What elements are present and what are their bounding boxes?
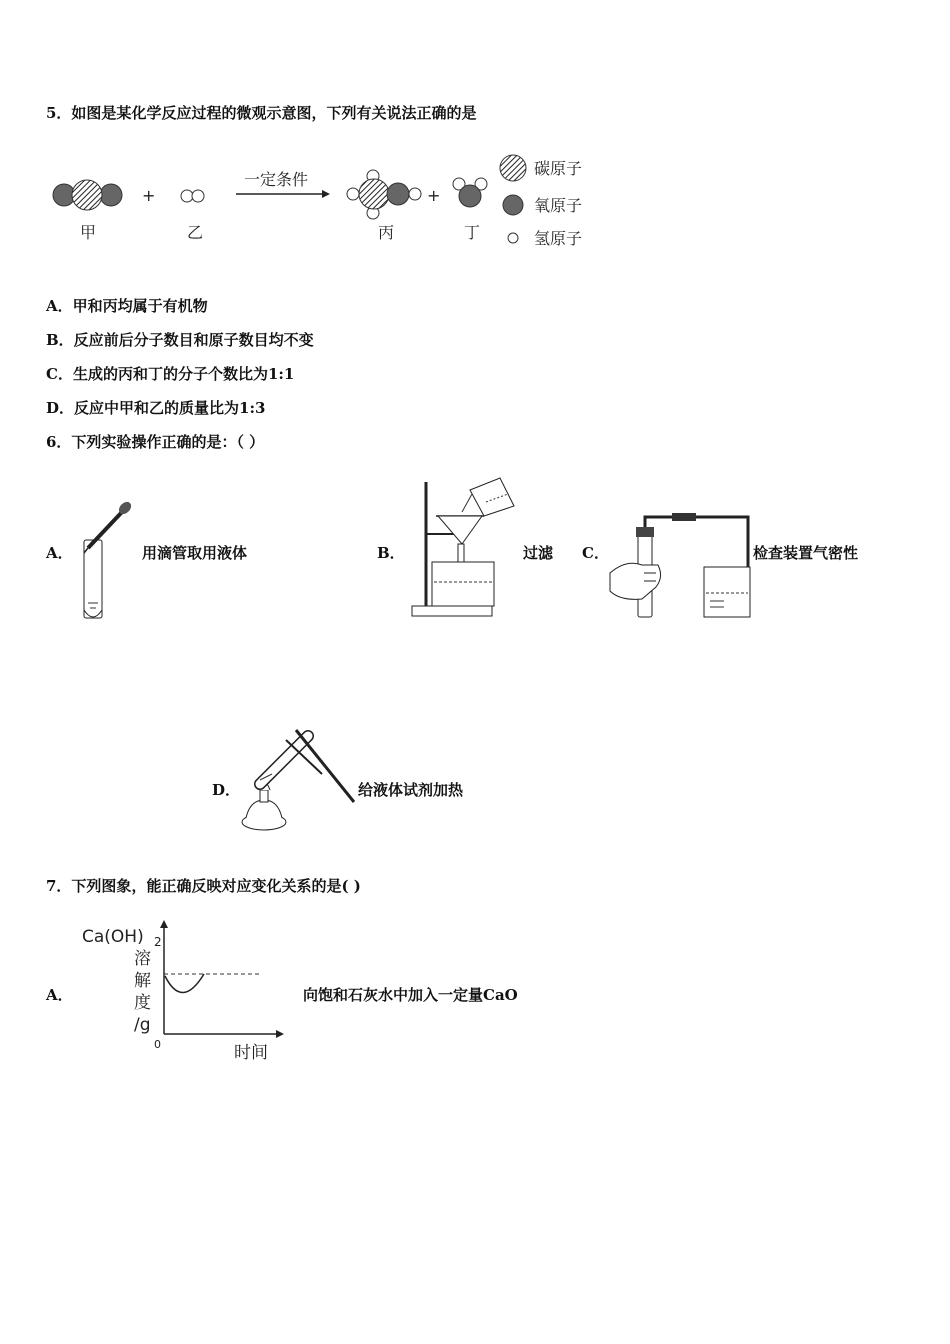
q6-option-d-text: 给液体试剂加热 [358, 781, 464, 799]
dropper-test-tube-figure [78, 500, 138, 625]
question-6-stem: 6．下列实验操作正确的是：（ ） [46, 433, 265, 451]
y-axis-formula: Ca(OH) [82, 927, 144, 947]
solubility-graph [78, 918, 288, 1066]
y-axis-char-1: 溶 [134, 949, 151, 969]
q5-option-c[interactable]: C．生成的丙和丁的分子个数比为1:1 [46, 365, 295, 383]
label-b: 乙 [187, 223, 204, 242]
arrow-label: 一定条件 [244, 170, 309, 189]
q6-option-a-letter[interactable]: A． [46, 544, 73, 562]
q6-option-d-letter[interactable]: D． [212, 781, 241, 799]
q6-option-c-text: 检查装置气密性 [753, 544, 859, 562]
y-axis-char-2: 解 [134, 971, 151, 991]
legend-oxygen: 氧原子 [534, 196, 583, 215]
filtration-figure [408, 472, 520, 620]
y-axis-formula-subscript: 2 [154, 935, 162, 949]
y-axis-char-4: /g [134, 1015, 151, 1035]
molecule-a-co2 [53, 180, 122, 210]
q6-option-c-letter[interactable]: C． [582, 544, 609, 562]
heating-liquid-figure [238, 722, 358, 834]
airtightness-check-figure [606, 505, 756, 620]
atom-legend [500, 155, 582, 248]
label-c: 丙 [378, 223, 395, 242]
question-5-stem: 5．如图是某化学反应过程的微观示意图，下列有关说法正确的是 [46, 104, 477, 122]
molecule-b-h2 [181, 190, 204, 202]
plus-sign-2: + [427, 186, 441, 205]
legend-hydrogen: 氢原子 [534, 229, 583, 248]
question-7-stem: 7．下列图象，能正确反映对应变化关系的是( ) [46, 877, 361, 895]
molecule-c-ch3oh [347, 170, 421, 219]
q5-option-b[interactable]: B．反应前后分子数目和原子数目均不变 [46, 331, 314, 349]
reaction-arrow-icon [236, 190, 330, 198]
x-axis-label: 时间 [234, 1043, 268, 1063]
molecule-d-h2o [453, 178, 487, 207]
q6-option-a-text: 用滴管取用液体 [142, 544, 248, 562]
plus-sign-1: + [142, 186, 156, 205]
q6-option-b-letter[interactable]: B． [377, 544, 405, 562]
solubility-curve [165, 974, 204, 993]
legend-carbon: 碳原子 [534, 159, 583, 178]
q5-option-a[interactable]: A．甲和丙均属于有机物 [46, 297, 208, 315]
y-axis-char-3: 度 [134, 993, 151, 1013]
q7-option-a-text: 向饱和石灰水中加入一定量CaO [303, 986, 518, 1004]
label-a: 甲 [80, 223, 97, 242]
label-d: 丁 [464, 223, 481, 242]
q6-option-b-text: 过滤 [523, 544, 554, 562]
q5-option-d[interactable]: D．反应中甲和乙的质量比为1:3 [46, 399, 266, 417]
reaction-diagram [40, 145, 610, 260]
q7-option-a-letter[interactable]: A． [46, 986, 73, 1004]
origin-label: 0 [154, 1038, 161, 1051]
